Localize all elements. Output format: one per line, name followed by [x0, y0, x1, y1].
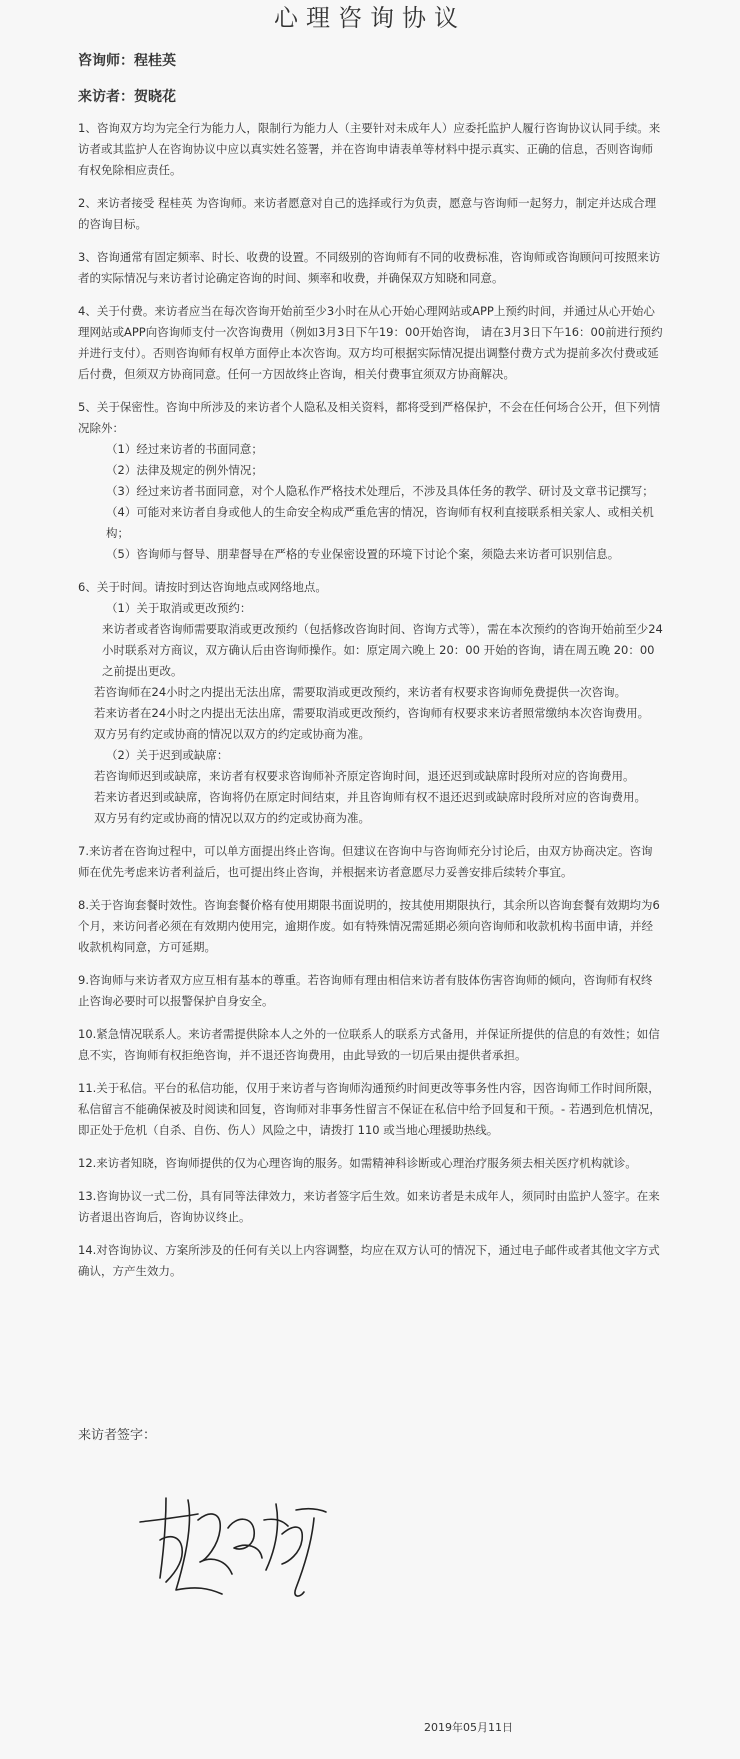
clause-9: 9.咨询师与来访者双方应互相有基本的尊重。若咨询师有理由相信来访者有肢体伤害咨询师的倾向，咨询师有权终止咨询必要时可以报警保护自身安全。 — [78, 973, 653, 1008]
clause-1: 1、咨询双方均为完全行为能力人，限制行为能力人（主要针对未成年人）应委托监护人履行咨询协议认同手续。来访者或其监护人在咨询协议中应以真实姓名签署，并在咨询申请表单等材料中提示真实、正确的信息，否则咨询师有权免除相应责任。 — [78, 121, 661, 177]
clause-5-item: （2）法律及规定的例外情况； — [106, 463, 263, 477]
clause-8: 8.关于咨询套餐时效性。咨询套餐价格有使用期限书面说明的，按其使用期限执行，其余所以咨询套餐有效期均为6个月，来访问者必须在有效期内使用完，逾期作废。如有特殊情况需延期必须向咨询师和收款机构书面申请，并经收款机构同意，方可延期。 — [78, 898, 660, 954]
counselor-line: 咨询师：程桂英 — [78, 53, 176, 69]
clause-5-item: （3）经过来访者书面同意，对个人隐私作严格技术处理后，不涉及具体任务的教学、研讨及文章书记撰写； — [106, 484, 654, 498]
agreement-body — [78, 118, 663, 1294]
clause-13: 13.咨询协议一式二份，具有同等法律效力，来访者签字后生效。如来访者是未成年人，须同时由监护人签字。在来访者退出咨询后，咨询协议终止。 — [78, 1189, 660, 1224]
clause-4: 4、关于付费。来访者应当在每次咨询开始前至少3小时在从心开始心理网站或APP上预约时间，并通过从心开始心理网站或APP向咨询师支付一次咨询费用（例如3月3日下午19：00开始咨询， 请在3月3日下午16：00前进行预约并进行支付）。否则咨询师有权单方面停止本次咨询。双方均可根据实际情况提出调整付费方式为提前多次付费或延后付费，但须双方协商同意。任何一方因故终止咨询，相关付费事宜须双方协商解决。 — [78, 304, 663, 381]
clause-5-item: （5）咨询师与督导、朋辈督导在严格的专业保密设置的环境下讨论个案，须隐去来访者可识别信息。 — [106, 547, 620, 561]
page-title: 心理咨询协议 — [274, 4, 466, 32]
clause-7: 7.来访者在咨询过程中，可以单方面提出终止咨询。但建议在咨询中与咨询师充分讨论后，由双方协商决定。咨询师在优先考虑来访者利益后，也可提出终止咨询，并根据来访者意愿尽力妥善安排后续转介事宜。 — [78, 844, 653, 879]
clause-5-item: （4）可能对来访者自身或他人的生命安全构成严重危害的情况，咨询师有权利直接联系相关家人、或相关机构； — [106, 505, 654, 540]
signature-label: 来访者签字： — [78, 1428, 157, 1443]
clause-6-paragraph: 双方另有约定或协商的情况以双方的约定或协商为准。 — [94, 811, 370, 825]
signing-date: 2019年05月11日 — [424, 1721, 513, 1734]
clause-6: 6、关于时间。请按时到达咨询地点或网络地点。 — [78, 580, 327, 594]
clause-6-paragraph: 双方另有约定或协商的情况以双方的约定或协商为准。 — [94, 727, 370, 741]
clause-14: 14.对咨询协议、方案所涉及的任何有关以上内容调整，均应在双方认可的情况下，通过电子邮件或者其他文字方式确认，方产生效力。 — [78, 1243, 660, 1278]
clause-5: 5、关于保密性。咨询中所涉及的来访者个人隐私及相关资料，都将受到严格保护，不会在任何场合公开，但下列情况除外： — [78, 400, 661, 435]
clause-10: 10.紧急情况联系人。来访者需提供除本人之外的一位联系人的联系方式备用，并保证所提供的信息的有效性；如信息不实，咨询师有权拒绝咨询，并不退还咨询费用，由此导致的一切后果由提供者承担。 — [78, 1027, 660, 1062]
handwritten-signature — [136, 1490, 336, 1600]
clause-6-sub-heading: （2）关于迟到或缺席： — [106, 748, 229, 762]
clause-2: 2、来访者接受 程桂英 为咨询师。来访者愿意对自己的选择或行为负责，愿意与咨询师一起努力，制定并达成合理的咨询目标。 — [78, 196, 657, 231]
clause-11: 11.关于私信。平台的私信功能，仅用于来访者与咨询师沟通预约时间更改等事务性内容，因咨询师工作时间所限，私信留言不能确保被及时阅读和回复，咨询师对非事务性留言不保证在私信中给予回复和干预。- 若遇到危机情况，即正处于危机（自杀、自伤、伤人）风险之中，请拨打 110 或当地心理援助热线。 — [78, 1081, 661, 1137]
clause-6-paragraph: 若咨询师在24小时之内提出无法出席，需要取消或更改预约，来访者有权要求咨询师免费提供一次咨询。 — [94, 685, 627, 699]
visitor-line: 来访者：贺晓花 — [78, 89, 176, 105]
clause-12: 12.来访者知晓，咨询师提供的仅为心理咨询的服务。如需精神科诊断或心理治疗服务须去相关医疗机构就诊。 — [78, 1156, 637, 1170]
clause-5-item: （1）经过来访者的书面同意； — [106, 442, 263, 456]
clause-6-paragraph: 若来访者迟到或缺席，咨询将仍在原定时间结束，并且咨询师有权不退还迟到或缺席时段所对应的咨询费用。 — [94, 790, 646, 804]
clause-6-paragraph: 若来访者在24小时之内提出无法出席，需要取消或更改预约，咨询师有权要求来访者照常缴纳本次咨询费用。 — [94, 706, 650, 720]
clause-3: 3、咨询通常有固定频率、时长、收费的设置。不同级别的咨询师有不同的收费标准，咨询师或咨询顾问可按照来访者的实际情况与来访者讨论确定咨询的时间、频率和收费，并确保双方知晓和同意。 — [78, 250, 661, 285]
clause-6-paragraph: 若咨询师迟到或缺席，来访者有权要求咨询师补齐原定咨询时间，退还迟到或缺席时段所对应的咨询费用。 — [94, 769, 635, 783]
clause-5-list — [78, 439, 663, 565]
clause-6-paragraph: 来访者或者咨询师需要取消或更改预约（包括修改咨询时间、咨询方式等），需在本次预约的咨询开始前至少24小时联系对方商议，双方确认后由咨询师操作。如：原定周六晚上 20：00 开始的咨询，请在周五晚 20：00 之前提出更改。 — [102, 622, 663, 678]
clause-6-sub-heading: （1）关于取消或更改预约： — [106, 601, 252, 615]
